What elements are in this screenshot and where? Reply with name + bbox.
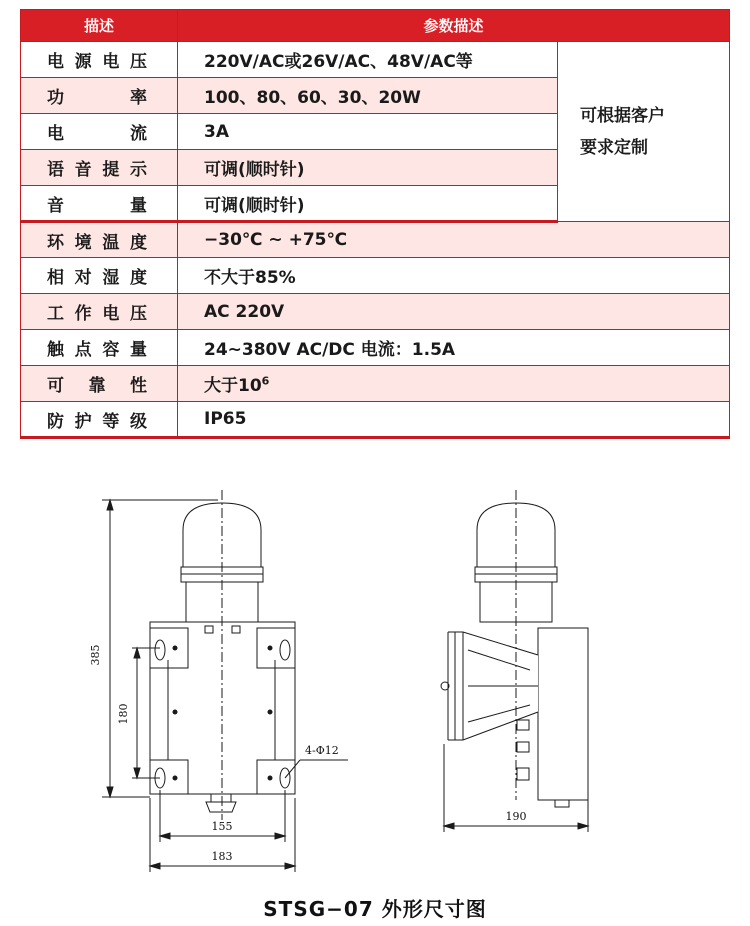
reliability-exponent: 6 [261, 374, 270, 388]
note-line: 要求定制 [580, 137, 648, 158]
row-value: 220V/AC或26V/AC、48V/AC等 [178, 42, 558, 78]
side-view [441, 490, 588, 832]
table-row [21, 294, 730, 330]
table-header-row [21, 10, 730, 42]
note-line: 可根据客户 [580, 105, 665, 126]
dim-hole-spacing: 155 [211, 820, 233, 833]
row-value: 不大于85% [178, 258, 730, 294]
dim-height: 385 [89, 644, 102, 666]
row-value: 100、80、60、30、20W [178, 78, 558, 114]
table-row [21, 402, 730, 438]
row-value: 24~380V AC/DC 电流：1.5A [178, 330, 730, 366]
row-value: 可调(顺时针) [178, 150, 558, 186]
dim-width: 183 [211, 850, 233, 863]
row-label: 功 率 [21, 78, 178, 114]
header-parameter: 参数描述 [178, 10, 730, 42]
table-row [21, 42, 730, 78]
row-value [178, 366, 730, 402]
dim-hole: 4-Φ12 [305, 744, 339, 757]
row-label: 音 量 [21, 186, 178, 222]
spec-table [20, 9, 730, 439]
row-label: 语音提示 [21, 150, 178, 186]
row-label: 防护等级 [21, 402, 178, 438]
header-description: 描述 [21, 10, 178, 42]
row-label: 可 靠 性 [21, 366, 178, 402]
row-value: −30℃ ~ +75℃ [178, 222, 730, 258]
dimension-drawing [0, 460, 750, 880]
row-label: 相对湿度 [21, 258, 178, 294]
reliability-value: 大于10 [204, 376, 262, 396]
figure-caption: STSG−07 外形尺寸图 [263, 897, 487, 921]
row-value: AC 220V [178, 294, 730, 330]
row-value: IP65 [178, 402, 730, 438]
table-row [21, 222, 730, 258]
custom-note [558, 42, 730, 222]
row-label: 触点容量 [21, 330, 178, 366]
table-row [21, 330, 730, 366]
dim-depth: 190 [505, 810, 527, 823]
row-value: 3A [178, 114, 558, 150]
row-label: 环境温度 [21, 222, 178, 258]
table-row [21, 258, 730, 294]
row-label: 电 流 [21, 114, 178, 150]
row-label: 电源电压 [21, 42, 178, 78]
row-label: 工作电压 [21, 294, 178, 330]
dim-mount: 180 [117, 703, 130, 725]
front-view [102, 490, 348, 872]
row-value: 可调(顺时针) [178, 186, 558, 222]
table-row [21, 366, 730, 402]
